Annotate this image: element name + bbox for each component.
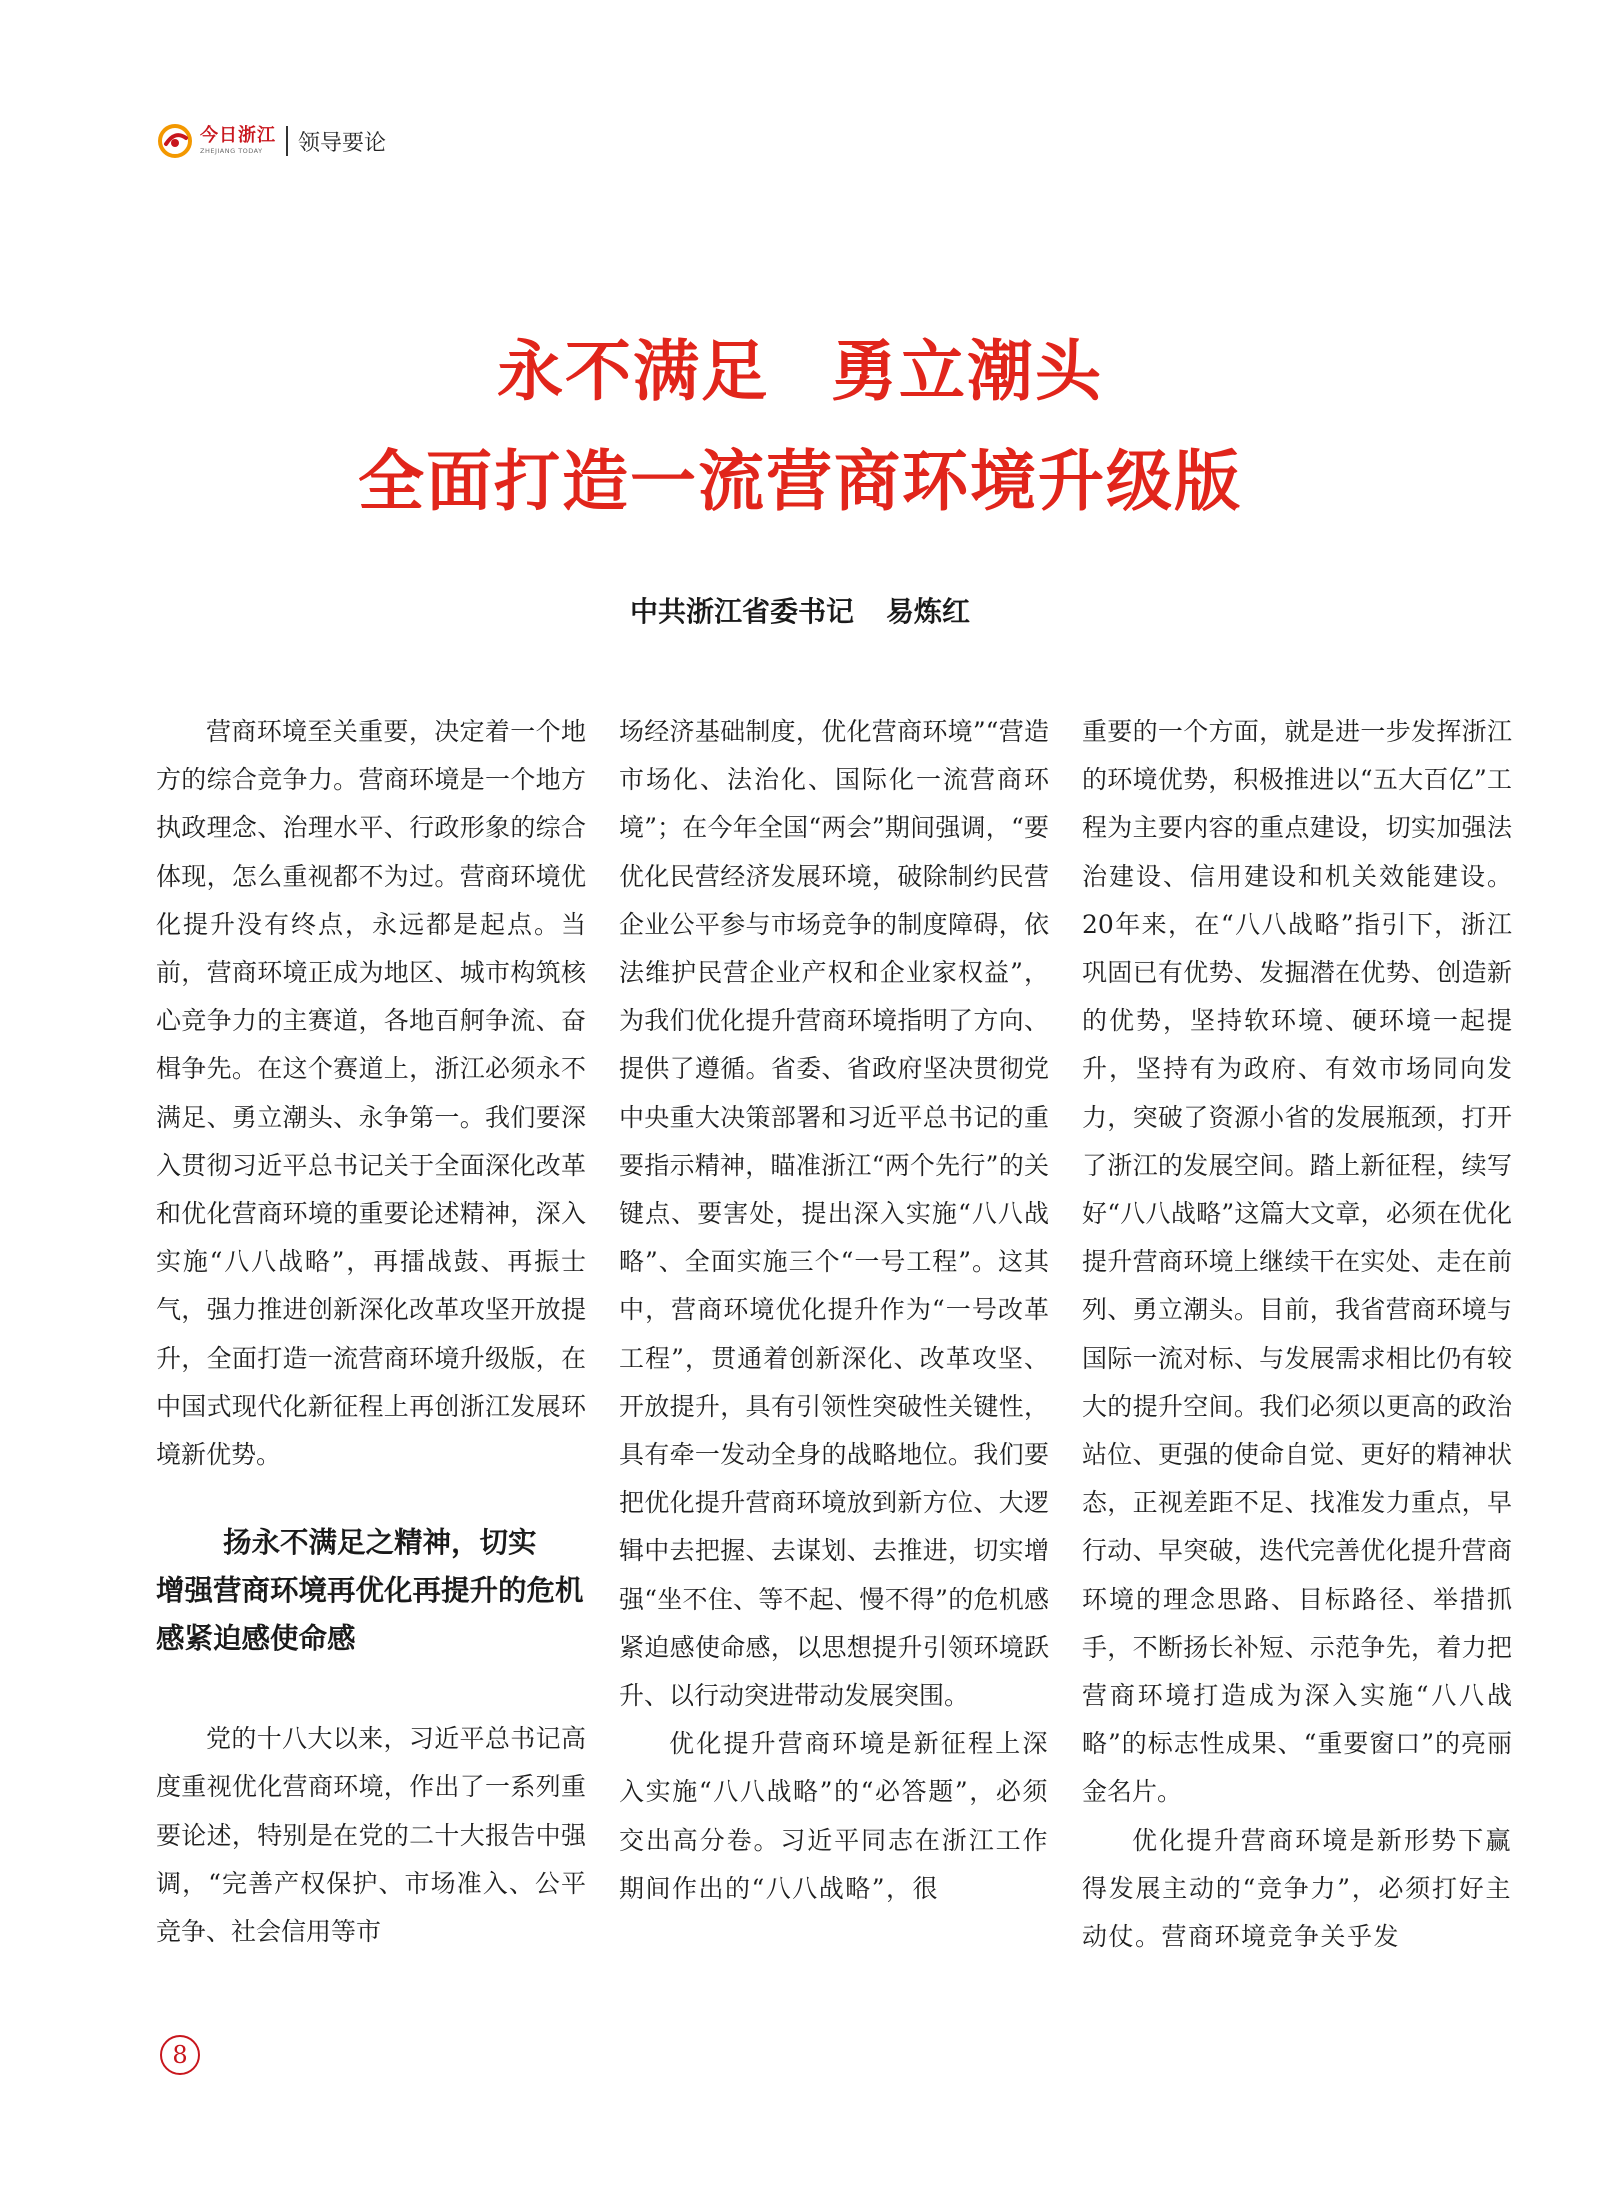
title-phrase-1: 永不满足 [497, 333, 769, 410]
section-label: 领导要论 [298, 130, 387, 156]
subheading-line1: 扬永不满足之精神，切实 [223, 1526, 537, 1560]
page-number: 8 [160, 2035, 200, 2075]
author-name: 易炼红 [886, 595, 971, 628]
paragraph: 重要的一个方面，就是进一步发挥浙江的环境优势，积极推进以“五大百亿”工程为主要内容的重点建设，切实加强法治建设、信用建设和机关效能建设。20年来，在“八八战略”指引下，浙江巩固已有优势、发掘潜在优势、创造新的优势，坚持软环境、硬环境一起提升，坚持有为政府、有效市场同向发力，突破了资源小省的发展瓶颈，打开了浙江的发展空间。踏上新征程，续写好“八八战略”这篇大文章，必须在优化提升营商环境上继续干在实处、走在前列、勇立潮头。目前，我省营商环境与国际一流对标、与发展需求相比仍有较大的提升空间。我们必须以更高的政治站位、更强的使命自觉、更好的精神状态，正视差距不足、找准发力重点，早行动、早突破，迭代完善优化提升营商环境的理念思路、目标路径、举措抓手，不断扬长补短、示范争先，着力把营商环境打造成为深入实施“八八战略”的标志性成果、“重要窗口”的亮丽金名片。 [1082, 717, 1512, 1807]
text-column-3 [1082, 708, 1512, 1961]
publication-logo [158, 124, 276, 158]
logo-text: 今日浙江 [200, 125, 276, 147]
header-divider [286, 126, 288, 156]
text-column-2 [619, 708, 1049, 1913]
article-title-line1 [0, 318, 1600, 413]
paragraph: 优化提升营商环境是新形势下赢得发展主动的“竞争力”，必须打好主动仗。营商环境竞争关乎发 [1082, 1825, 1512, 1952]
paragraph: 场经济基础制度，优化营商环境”“营造市场化、法治化、国际化一流营商环境”；在今年全国“两会”期间强调，“要优化民营经济发展环境，破除制约民营企业公平参与市场竞争的制度障碍，依法维护民营企业产权和企业家权益”，为我们优化提升营商环境指明了方向、提供了遵循。省委、省政府坚决贯彻党中央重大决策部署和习近平总书记的重要指示精神，瞄准浙江“两个先行”的关键点、要害处，提出深入实施“八八战略”、全面实施三个“一号工程”。这其中，营商环境优化提升作为“一号改革工程”，贯通着创新深化、改革攻坚、开放提升，具有引领性突破性关键性，具有牵一发动全身的战略地位。我们要把优化提升营商环境放到新方位、大逻辑中去把握、去谋划、去推进，切实增强“坐不住、等不起、慢不得”的危机感紧迫感使命感，以思想提升引领环境跃升、以行动突进带动发展突围。 [619, 717, 1049, 1711]
section-subheading [156, 1519, 586, 1663]
article-title-line2: 全面打造一流营商环境升级版 [358, 443, 1242, 520]
author-role: 中共浙江省委书记 [629, 595, 854, 628]
subheading-line2: 增强营商环境再优化再提升的危机感紧迫感使命感 [156, 1574, 584, 1656]
zhejiang-today-logo-icon [158, 124, 192, 158]
title-phrase-2: 勇立潮头 [831, 333, 1103, 410]
logo-subtext: ZHEJIANG TODAY [200, 147, 263, 156]
paragraph: 党的十八大以来，习近平总书记高度重视优化营商环境，作出了一系列重要论述，特别是在党的二十大报告中强调，“完善产权保护、市场准入、公平竞争、社会信用等市 [156, 1724, 586, 1947]
text-column-1 [156, 708, 586, 1956]
page-header [158, 122, 386, 160]
byline [0, 590, 1600, 630]
paragraph: 营商环境至关重要，决定着一个地方的综合竞争力。营商环境是一个地方执政理念、治理水平、行政形象的综合体现，怎么重视都不为过。营商环境优化提升没有终点，永远都是起点。当前，营商环境正成为地区、城市构筑核心竞争力的主赛道，各地百舸争流、奋楫争先。在这个赛道上，浙江必须永不满足、勇立潮头、永争第一。我们要深入贯彻习近平总书记关于全面深化改革和优化营商环境的重要论述精神，深入实施“八八战略”，再擂战鼓、再振士气，强力推进创新深化改革攻坚开放提升，全面打造一流营商环境升级版，在中国式现代化新征程上再创浙江发展环境新优势。 [156, 717, 586, 1470]
paragraph: 优化提升营商环境是新征程上深入实施“八八战略”的“必答题”，必须交出高分卷。习近平同志在浙江工作期间作出的“八八战略”，很 [619, 1729, 1049, 1903]
